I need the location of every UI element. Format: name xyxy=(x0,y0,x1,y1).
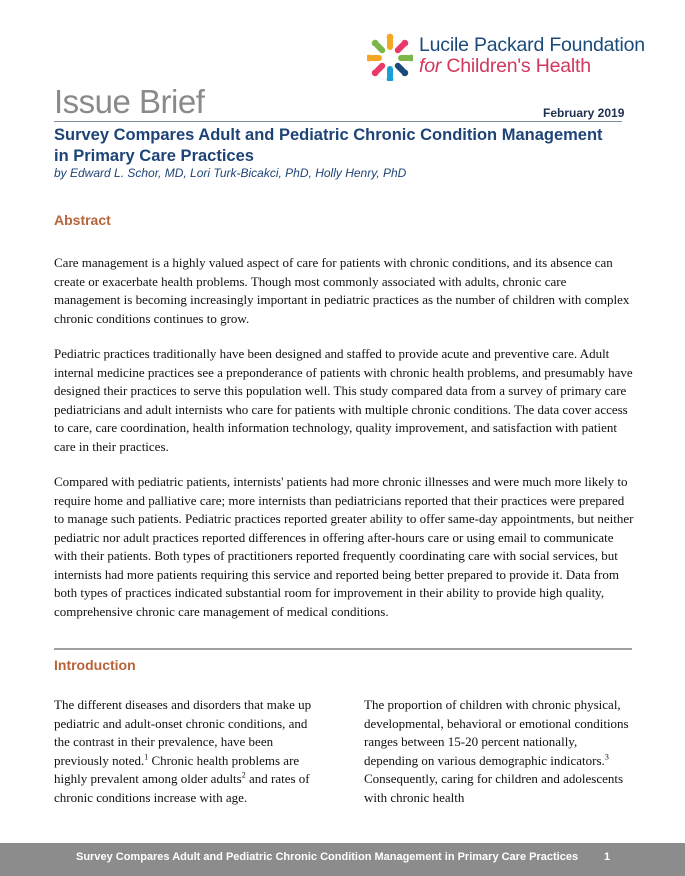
title-divider xyxy=(54,121,622,122)
intro-right-text-1: The proportion of children with chronic physical, developmental, behavioral or emotional conditions ranges between 15-20 percent nationally, depending on various demographic indicators. xyxy=(364,697,629,768)
publication-date: February 2019 xyxy=(543,106,625,120)
intro-right-text-2: Consequently, caring for children and adolescents with chronic health xyxy=(364,771,624,805)
author-byline: by Edward L. Schor, MD, Lori Turk-Bicakci, PhD, Holly Henry, PhD xyxy=(54,166,407,180)
introduction-column-right xyxy=(364,696,634,807)
logo-tagline xyxy=(419,55,591,78)
introduction-heading: Introduction xyxy=(54,657,136,673)
intro-left-text-1: The different diseases and disorders that make up pediatric and adult-onset chronic conditions, and the contrast in their prevalence, have been previously noted. xyxy=(54,697,312,768)
logo-childrens-health: Children's Health xyxy=(441,55,591,77)
issue-brief-label: Issue Brief xyxy=(54,83,205,120)
intro-left-text-2: Chronic health problems are highly prevalent among older adults xyxy=(54,752,300,786)
abstract-heading: Abstract xyxy=(54,212,111,228)
starburst-people-icon xyxy=(367,33,413,81)
page-footer xyxy=(0,843,685,876)
abstract-paragraph-2: Pediatric practices traditionally have been designed and staffed to provide acute and preventive care. Adult internal medicine practices see a preponderance of patients with chronic health problems, and presumably have designed their practices to serve this population well. This study compared data from a survey of primary care pediatricians and adult internists who care for patients with multiple chronic conditions. The data cover access to care, care coordination, health information technology, quality improvement, and satisfaction with patient care in their practices. xyxy=(54,346,633,454)
footer-title: Survey Compares Adult and Pediatric Chronic Condition Management in Primary Care Practices xyxy=(76,851,579,863)
document-title: Survey Compares Adult and Pediatric Chronic Condition Management in Primary Care Practices xyxy=(54,126,603,165)
introduction-column-left xyxy=(54,696,324,807)
footnote-ref-3[interactable]: 3 xyxy=(604,752,609,762)
abstract-paragraph-3: Compared with pediatric patients, internists' patients had more chronic illnesses and were much more likely to require home and palliative care; more internists than pediatricians reported that their practices were prepared to manage such patients. Pediatric practices reported greater ability to offer same-day appointments, but neither pediatric nor adult practices reported differences in offering after-hours care or using email to communicate with their patients. Both types of practitioners reported frequently coordinating care with social services, but internists had more patients requiring this service and reported being better prepared to provide it. Data from both types of practices indicated substantial room for improvement in their ability to provide high quality, comprehensive chronic care management of medical conditions. xyxy=(54,474,634,619)
section-divider xyxy=(54,648,632,650)
page-number: 1 xyxy=(604,851,611,863)
logo-name-line: Lucile Packard Foundation xyxy=(419,34,645,56)
foundation-logo xyxy=(367,33,645,83)
abstract-paragraph-1: Care management is a highly valued aspect of care for patients with chronic conditions, and its absence can create or exacerbate health problems. Though most commonly associated with adults, chronic care management is becoming increasingly important in pediatric practices as the number of children with complex chronic conditions continues to grow. xyxy=(54,255,630,326)
intro-left-text-3: and rates of chronic conditions increase with age. xyxy=(54,771,310,805)
footnote-ref-1[interactable]: 1 xyxy=(144,752,149,762)
logo-for-word: for xyxy=(419,55,442,77)
footnote-ref-2[interactable]: 2 xyxy=(241,770,246,780)
